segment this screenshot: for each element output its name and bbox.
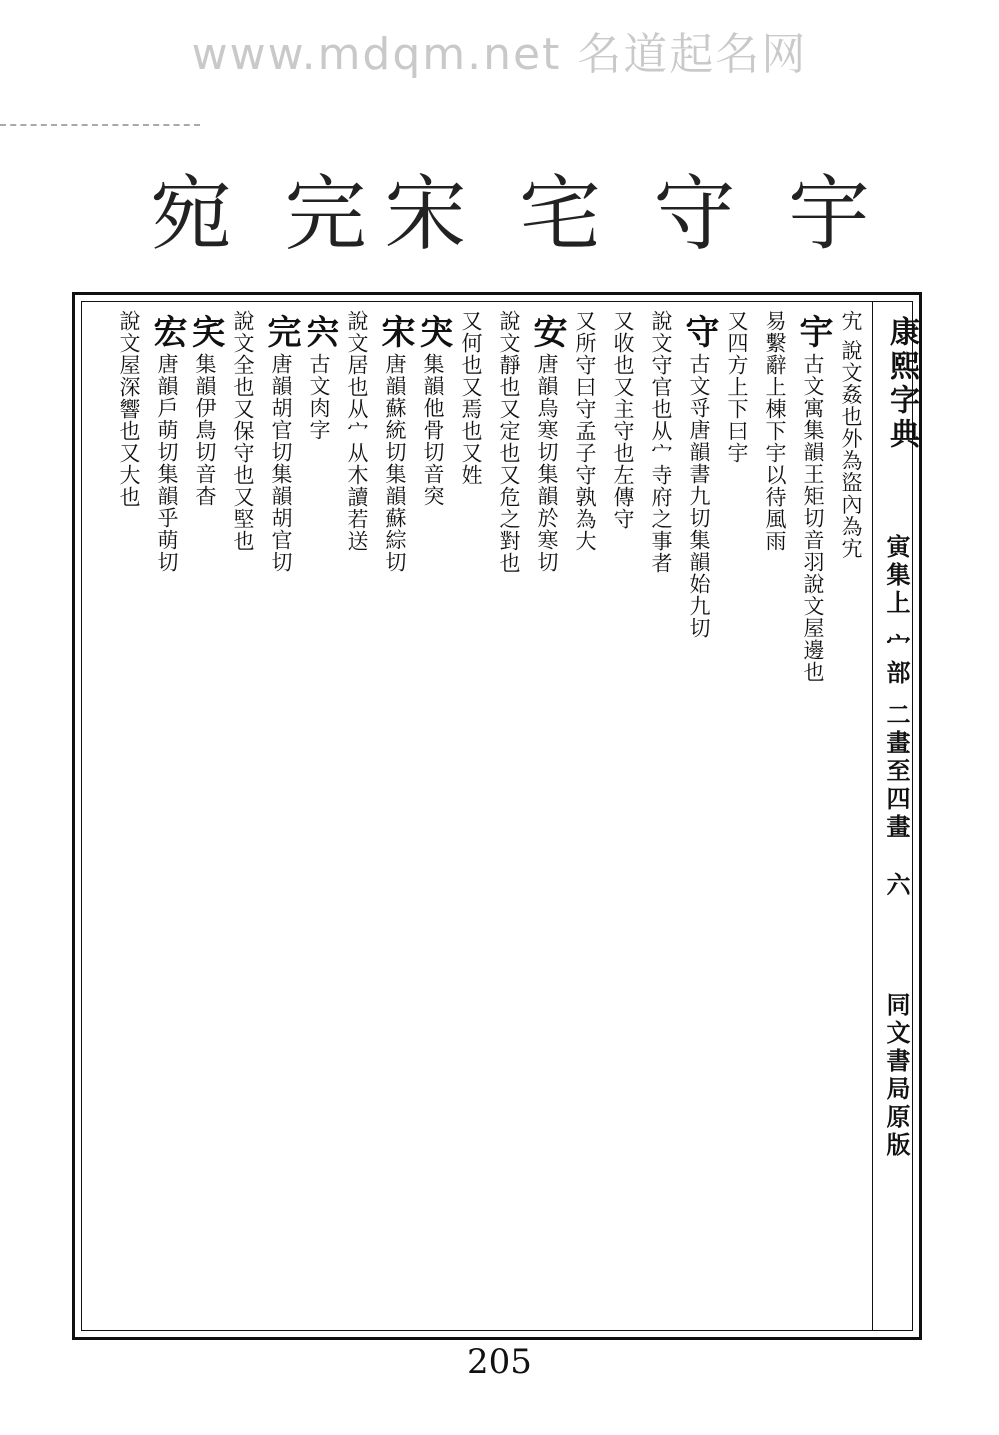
header-column bbox=[872, 302, 919, 1330]
watermark: www.mdqm.net 名道起名网 bbox=[191, 29, 808, 80]
entry-head-character: 宍 bbox=[299, 314, 339, 349]
seal-char: 宇 bbox=[787, 167, 870, 262]
seal-char: 宅 bbox=[519, 167, 602, 262]
entry-column bbox=[644, 310, 678, 1322]
entry-column bbox=[720, 310, 754, 1322]
book-title: 康熙字典 bbox=[884, 316, 919, 452]
entry-column bbox=[758, 310, 792, 1322]
seal-char: 宛 bbox=[150, 167, 233, 262]
entry-column bbox=[340, 310, 374, 1322]
entry-head-character: 宋 bbox=[375, 314, 415, 349]
entry-head-character: 守 bbox=[679, 314, 719, 349]
entry-column bbox=[793, 310, 833, 1322]
entry-column bbox=[834, 310, 868, 1322]
entry-text: 又何也又焉也又姓 bbox=[459, 310, 483, 486]
entry-text: 又所守曰守孟子守孰為大 bbox=[573, 310, 597, 552]
page-number: 205 bbox=[467, 1342, 532, 1382]
dictionary-body bbox=[82, 302, 872, 1330]
entry-column bbox=[492, 310, 526, 1322]
entry-head-character: 宏 bbox=[147, 314, 187, 349]
entry-text: 古文寽唐韻書九切集韻始九切 bbox=[687, 353, 711, 639]
entry-column bbox=[375, 310, 415, 1322]
stroke-range-label: 二畫至四畫 bbox=[882, 702, 911, 842]
entry-column bbox=[226, 310, 260, 1322]
entry-head-character: 宇 bbox=[793, 314, 833, 349]
page-frame-inner bbox=[81, 301, 919, 1331]
entry-column bbox=[413, 310, 453, 1322]
volume-label: 六 bbox=[882, 872, 911, 900]
entry-column bbox=[679, 310, 719, 1322]
entry-head-character: 安 bbox=[527, 314, 567, 349]
entry-head-character: 宊 bbox=[413, 314, 453, 349]
entry-text: 集韻他骨切音突 bbox=[421, 353, 445, 507]
entry-column bbox=[185, 310, 225, 1322]
page-frame bbox=[72, 292, 922, 1340]
entry-column bbox=[606, 310, 640, 1322]
entry-text: 集韻伊鳥切音杳 bbox=[193, 353, 217, 507]
entry-text: 說文靜也又定也又危之對也 bbox=[497, 310, 521, 574]
entry-column bbox=[261, 310, 301, 1322]
entry-text: 唐韻戶萌切集韻乎萌切 bbox=[155, 353, 179, 573]
entry-text: 說文守官也从宀寺府之事者 bbox=[649, 310, 673, 574]
entry-text: 又四方上下曰宇 bbox=[725, 310, 749, 464]
seal-group bbox=[284, 167, 467, 262]
entry-text: 古文肉字 bbox=[307, 353, 331, 441]
entry-column bbox=[454, 310, 488, 1322]
entry-text: 說文全也又保守也又堅也 bbox=[231, 310, 255, 552]
entry-text: 又收也又主守也左傳守 bbox=[611, 310, 635, 530]
printer-label: 同文書局原版 bbox=[882, 992, 911, 1160]
seal-script-row bbox=[150, 160, 870, 270]
entry-column bbox=[568, 310, 602, 1322]
scan-edge-noise bbox=[0, 124, 200, 132]
entry-text: 說文居也从宀从木讀若送 bbox=[345, 310, 369, 552]
entry-column bbox=[527, 310, 567, 1322]
seal-char: 守 bbox=[653, 167, 736, 262]
seal-char: 完 bbox=[284, 167, 367, 262]
entry-text: 宄 說文姦也外為盜內為宄 bbox=[839, 310, 863, 560]
radical-label: 宀部 bbox=[882, 632, 911, 688]
entry-text: 說文屋深響也又大也 bbox=[117, 310, 141, 508]
section-label: 寅集上 bbox=[882, 534, 911, 618]
entry-text: 唐韻胡官切集韻胡官切 bbox=[269, 353, 293, 573]
entry-column bbox=[147, 310, 187, 1322]
entry-head-character: 完 bbox=[261, 314, 301, 349]
entry-text: 唐韻蘇統切集韻蘇綜切 bbox=[383, 353, 407, 573]
entry-column bbox=[112, 310, 146, 1322]
entry-head-character: 宎 bbox=[185, 314, 225, 349]
entry-text: 古文寓集韻王矩切音羽說文屋邊也 bbox=[801, 353, 825, 683]
seal-char: 宋 bbox=[384, 167, 467, 262]
entry-text: 唐韻烏寒切集韻於寒切 bbox=[535, 353, 559, 573]
entry-column bbox=[299, 310, 339, 1322]
entry-text: 易繫辭上棟下宇以待風雨 bbox=[763, 310, 787, 552]
